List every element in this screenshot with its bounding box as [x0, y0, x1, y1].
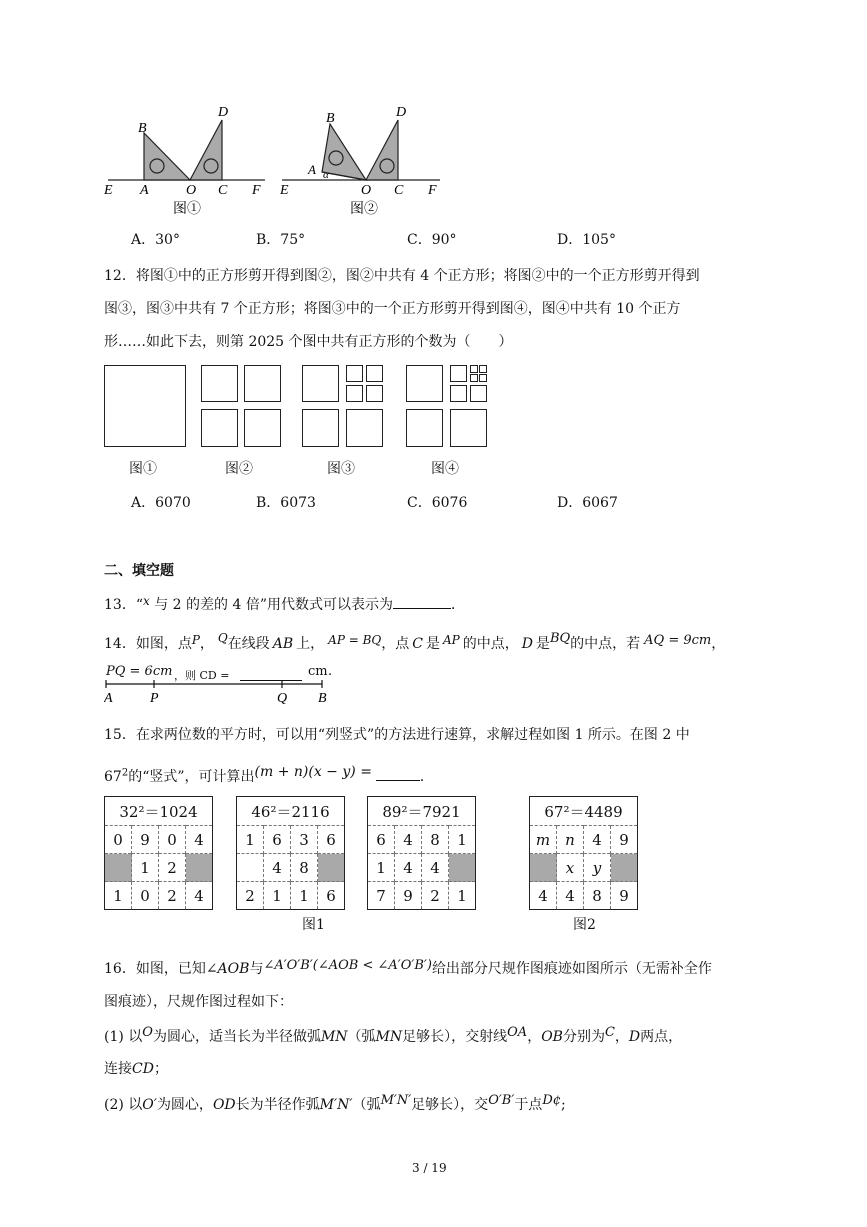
text: （弧	[352, 1097, 381, 1113]
answer-blank[interactable]	[376, 766, 420, 781]
label-O2: O	[361, 183, 372, 198]
q15-line2	[104, 764, 434, 786]
fig2-caption: 图②	[350, 202, 378, 217]
var-x: x	[142, 594, 150, 608]
label-B2: B	[326, 111, 335, 126]
var-BQ: BQ	[549, 631, 571, 646]
var-AP: AP	[442, 633, 460, 647]
text: 长为半径作弧	[235, 1097, 320, 1113]
square	[406, 409, 443, 447]
option-value: 30°	[155, 232, 180, 248]
q16-step2	[104, 1093, 566, 1114]
q15-fig1-caption: 图1	[302, 917, 325, 933]
triangle-left	[144, 133, 190, 180]
text: 是	[535, 636, 550, 652]
label-F2: F	[428, 183, 437, 198]
option-value: 75°	[280, 232, 306, 248]
text: ，	[199, 636, 214, 652]
small-square	[366, 365, 383, 382]
option-value: 105°	[582, 232, 616, 248]
text: 为圆心，	[156, 1097, 213, 1113]
cell: 3	[291, 826, 318, 854]
cell: 9	[395, 882, 422, 910]
cell-m: m	[530, 826, 557, 854]
seg-label-P: P	[150, 691, 159, 704]
cell: 4	[530, 882, 557, 910]
label-A2: A	[308, 162, 316, 177]
label-B: B	[138, 121, 147, 136]
table-title: 89²＝7921	[382, 802, 461, 821]
q11-figure	[100, 100, 450, 220]
text: 的中点，若	[570, 636, 641, 652]
q14-end: .	[328, 664, 333, 679]
q12-option-a[interactable]	[131, 492, 191, 512]
cell-x: x	[557, 854, 584, 882]
q16-line1	[104, 958, 712, 978]
arc-MN: MN	[375, 1029, 403, 1045]
var-D: D	[628, 1029, 641, 1045]
var-C: C	[412, 636, 423, 652]
cell: 2	[422, 882, 449, 910]
cell: 1	[368, 854, 395, 882]
q11-option-c[interactable]	[407, 229, 457, 249]
fig1-caption: 图①	[173, 202, 201, 217]
cell-n: n	[557, 826, 584, 854]
seg-label-A: A	[104, 691, 113, 704]
cell: 4	[395, 854, 422, 882]
small-square	[346, 365, 363, 382]
square	[201, 365, 238, 402]
q11-figure-1	[103, 105, 265, 217]
text: 上，	[296, 636, 325, 652]
q15-line1: 15．在求两位数的平方时，可以用“列竖式”的方法进行速算，求解过程如图 1 所示。在图 2 中	[104, 727, 690, 743]
text: 足够长），交射线	[402, 1029, 508, 1045]
cell: 0	[105, 826, 132, 854]
q12-option-c[interactable]	[407, 492, 467, 512]
section-title: 二、填空题	[104, 563, 174, 579]
ray-OB: OB	[541, 1029, 563, 1045]
label-F: F	[252, 183, 261, 198]
option-letter: D．	[557, 232, 583, 248]
text: 16．如图，已知	[104, 961, 206, 977]
page-number: 3 / 19	[412, 1161, 447, 1175]
seg-label-B: B	[318, 691, 327, 704]
shaded-cell	[318, 854, 345, 882]
cell: 7	[368, 882, 395, 910]
small-square	[450, 365, 467, 382]
small-square	[450, 385, 467, 402]
cell: 8	[422, 826, 449, 854]
cell: 4	[186, 826, 213, 854]
cell: 4	[264, 854, 291, 882]
text: 的“竖式”，可计算出	[128, 769, 255, 785]
vertical-table-2	[236, 796, 345, 910]
big-square	[104, 365, 186, 447]
square	[302, 409, 339, 447]
option-letter: C．	[407, 232, 432, 248]
tiny-square	[479, 365, 487, 373]
ray-OA: OA	[507, 1025, 528, 1040]
option-value: 6076	[431, 495, 468, 511]
square	[346, 409, 383, 447]
seg-label-Q: Q	[277, 691, 288, 704]
text: 分别为	[562, 1029, 605, 1045]
text: 足够长），交	[411, 1097, 489, 1113]
cell: 1	[132, 854, 159, 882]
q12-caption-3: 图③	[327, 461, 355, 477]
label-O: O	[186, 183, 197, 198]
text: 为圆心，适当长为半径做弧	[152, 1029, 321, 1045]
vertical-table-4	[529, 796, 638, 910]
q12-line1: 12．将图①中的正方形剪开得到图②，图②中共有 4 个正方形；将图②中的一个正方形剪开得到	[104, 268, 700, 284]
eq-aq: AQ = 9cm	[644, 633, 712, 648]
cell: 6	[368, 826, 395, 854]
text: ，	[614, 1029, 629, 1045]
q11-option-d[interactable]	[557, 229, 616, 249]
text: (2) 以	[104, 1097, 143, 1113]
square	[406, 365, 443, 402]
label-E: E	[104, 183, 113, 198]
cell: 9	[132, 826, 159, 854]
q16-line2: 图痕迹），尺规作图过程如下：	[104, 994, 293, 1010]
cell: 6	[318, 826, 345, 854]
cell-y: y	[584, 854, 611, 882]
square	[244, 409, 281, 447]
text: ；	[153, 1061, 168, 1077]
shaded-cell	[105, 854, 132, 882]
point-D-prime: D¢	[542, 1093, 562, 1108]
q12-line2: 图③，图③中共有 7 个正方形；将图③中的一个正方形剪开得到图④，图④中共有 10 个正方	[104, 301, 681, 317]
square	[201, 409, 238, 447]
answer-blank[interactable]	[393, 594, 451, 609]
small-square	[366, 385, 383, 402]
label-D2: D	[396, 105, 407, 120]
text: 与	[249, 961, 264, 977]
cell: 1	[264, 882, 291, 910]
q14-pq: PQ = 6cm	[106, 664, 173, 679]
option-value: 6073	[280, 495, 316, 511]
tiny-square	[470, 374, 478, 382]
text: ，	[711, 636, 726, 652]
vertical-table-3	[367, 796, 476, 910]
angle-aob: ∠AOB	[205, 961, 250, 977]
shaded-cell	[449, 854, 476, 882]
text: 两点，	[640, 1029, 683, 1045]
text: ，点	[381, 636, 410, 652]
option-letter: B．	[256, 495, 281, 511]
text: 的中点，	[462, 636, 519, 652]
table-title: 32²＝1024	[119, 802, 198, 821]
text: （弧	[347, 1029, 376, 1045]
var-D: D	[521, 636, 533, 652]
shaded-cell	[186, 854, 213, 882]
arc-MN: MN	[320, 1029, 348, 1045]
var-O-prime: O′	[142, 1097, 157, 1113]
cell: 4	[422, 854, 449, 882]
q16-step1-cont	[104, 1058, 168, 1078]
q14-segment	[104, 678, 334, 704]
table-title: 46²＝2116	[251, 802, 330, 821]
q12-caption-2: 图②	[225, 461, 253, 477]
q12-option-d[interactable]	[557, 492, 618, 512]
cell: 2	[237, 882, 264, 910]
exponent: 2	[121, 767, 129, 779]
option-value: 6070	[155, 495, 191, 511]
table-title: 67²＝4489	[544, 802, 623, 821]
cell: 4	[584, 826, 611, 854]
cell: 8	[291, 854, 318, 882]
text: 给出部分尺规作图痕迹如图所示（无需补全作	[431, 961, 712, 977]
cell: 4	[557, 882, 584, 910]
cell: 1	[291, 882, 318, 910]
square	[244, 365, 281, 402]
cell: 1	[449, 882, 476, 910]
cell: 6	[318, 882, 345, 910]
eq-ap-bq: AP = BQ	[328, 633, 382, 647]
shaded-cell	[530, 854, 557, 882]
cell: 9	[611, 826, 638, 854]
q13	[104, 594, 465, 614]
var-AB: AB	[272, 636, 294, 652]
option-letter: A．	[131, 232, 156, 248]
label-D: D	[218, 105, 229, 120]
q13-post: 与 2 的差的 4 倍”用代数式可以表示为	[149, 597, 393, 613]
label-C2: C	[394, 183, 404, 198]
cell: 1	[237, 826, 264, 854]
cell: 1	[449, 826, 476, 854]
q14-unit: cm	[308, 664, 328, 679]
option-letter: B．	[256, 232, 281, 248]
vertical-table-1	[104, 796, 213, 910]
q15-fig2-caption: 图2	[573, 917, 596, 933]
arc-MN-prime: M′N′	[380, 1093, 412, 1108]
cell: 9	[611, 882, 638, 910]
q12-line3: 形……如此下去，则第 2025 个图中共有正方形的个数为（ ）	[104, 334, 513, 350]
ray-OB-prime: O′B′	[488, 1093, 515, 1108]
q11-option-a[interactable]	[131, 229, 180, 249]
cell: 4	[395, 826, 422, 854]
q14-line1	[104, 631, 725, 653]
text: 连接	[104, 1061, 132, 1077]
arc-MN-prime: M′N′	[319, 1097, 353, 1113]
expression: (m + n)(x − y) =	[254, 764, 372, 780]
cell: 8	[584, 882, 611, 910]
q14-cd: ，则 CD =	[174, 669, 230, 682]
q12-option-b[interactable]	[256, 492, 316, 512]
text: (1) 以	[104, 1029, 143, 1045]
cell: 0	[132, 882, 159, 910]
text: ;	[561, 1097, 566, 1113]
text: ．	[419, 769, 434, 785]
text: ，	[527, 1029, 542, 1045]
base-67: 67	[104, 769, 122, 785]
q13-end: ．	[451, 597, 465, 613]
var-P: P	[191, 633, 200, 647]
angle-relation: ∠A′O′B′(∠AOB < ∠A′O′B′)	[263, 958, 432, 973]
seg-OD: OD	[212, 1097, 236, 1113]
cell: 1	[105, 882, 132, 910]
option-letter: A．	[131, 495, 156, 511]
label-E2: E	[280, 183, 289, 198]
q13-pre: 13．“	[104, 597, 143, 613]
square	[450, 409, 487, 447]
q11-figure-2	[279, 105, 440, 217]
q12-caption-4: 图④	[431, 461, 459, 477]
option-value: 90°	[431, 232, 457, 248]
var-Q: Q	[217, 631, 228, 645]
var-O: O	[142, 1025, 153, 1040]
cell: 0	[159, 826, 186, 854]
label-C: C	[218, 183, 228, 198]
small-square	[470, 385, 487, 402]
tiny-square	[470, 365, 478, 373]
text: 14．如图，点	[104, 636, 192, 652]
square	[302, 365, 339, 402]
option-value: 6067	[582, 495, 618, 511]
text: 在线段	[227, 636, 270, 652]
option-letter: D．	[557, 495, 583, 511]
q11-option-b[interactable]	[256, 229, 305, 249]
option-letter: C．	[407, 495, 432, 511]
cell	[237, 854, 264, 882]
var-C: C	[604, 1025, 615, 1040]
text: 是	[425, 636, 440, 652]
cell: 6	[264, 826, 291, 854]
shaded-cell	[611, 854, 638, 882]
text: 于点	[514, 1097, 543, 1113]
small-square	[346, 385, 363, 402]
alpha-label: α	[323, 169, 329, 181]
q16-step1	[104, 1025, 682, 1046]
tiny-square	[479, 374, 487, 382]
cell: 2	[159, 882, 186, 910]
cell: 4	[186, 882, 213, 910]
cell: 2	[159, 854, 186, 882]
label-A: A	[140, 183, 149, 198]
seg-CD: CD	[132, 1061, 154, 1077]
q12-caption-1: 图①	[129, 461, 157, 477]
